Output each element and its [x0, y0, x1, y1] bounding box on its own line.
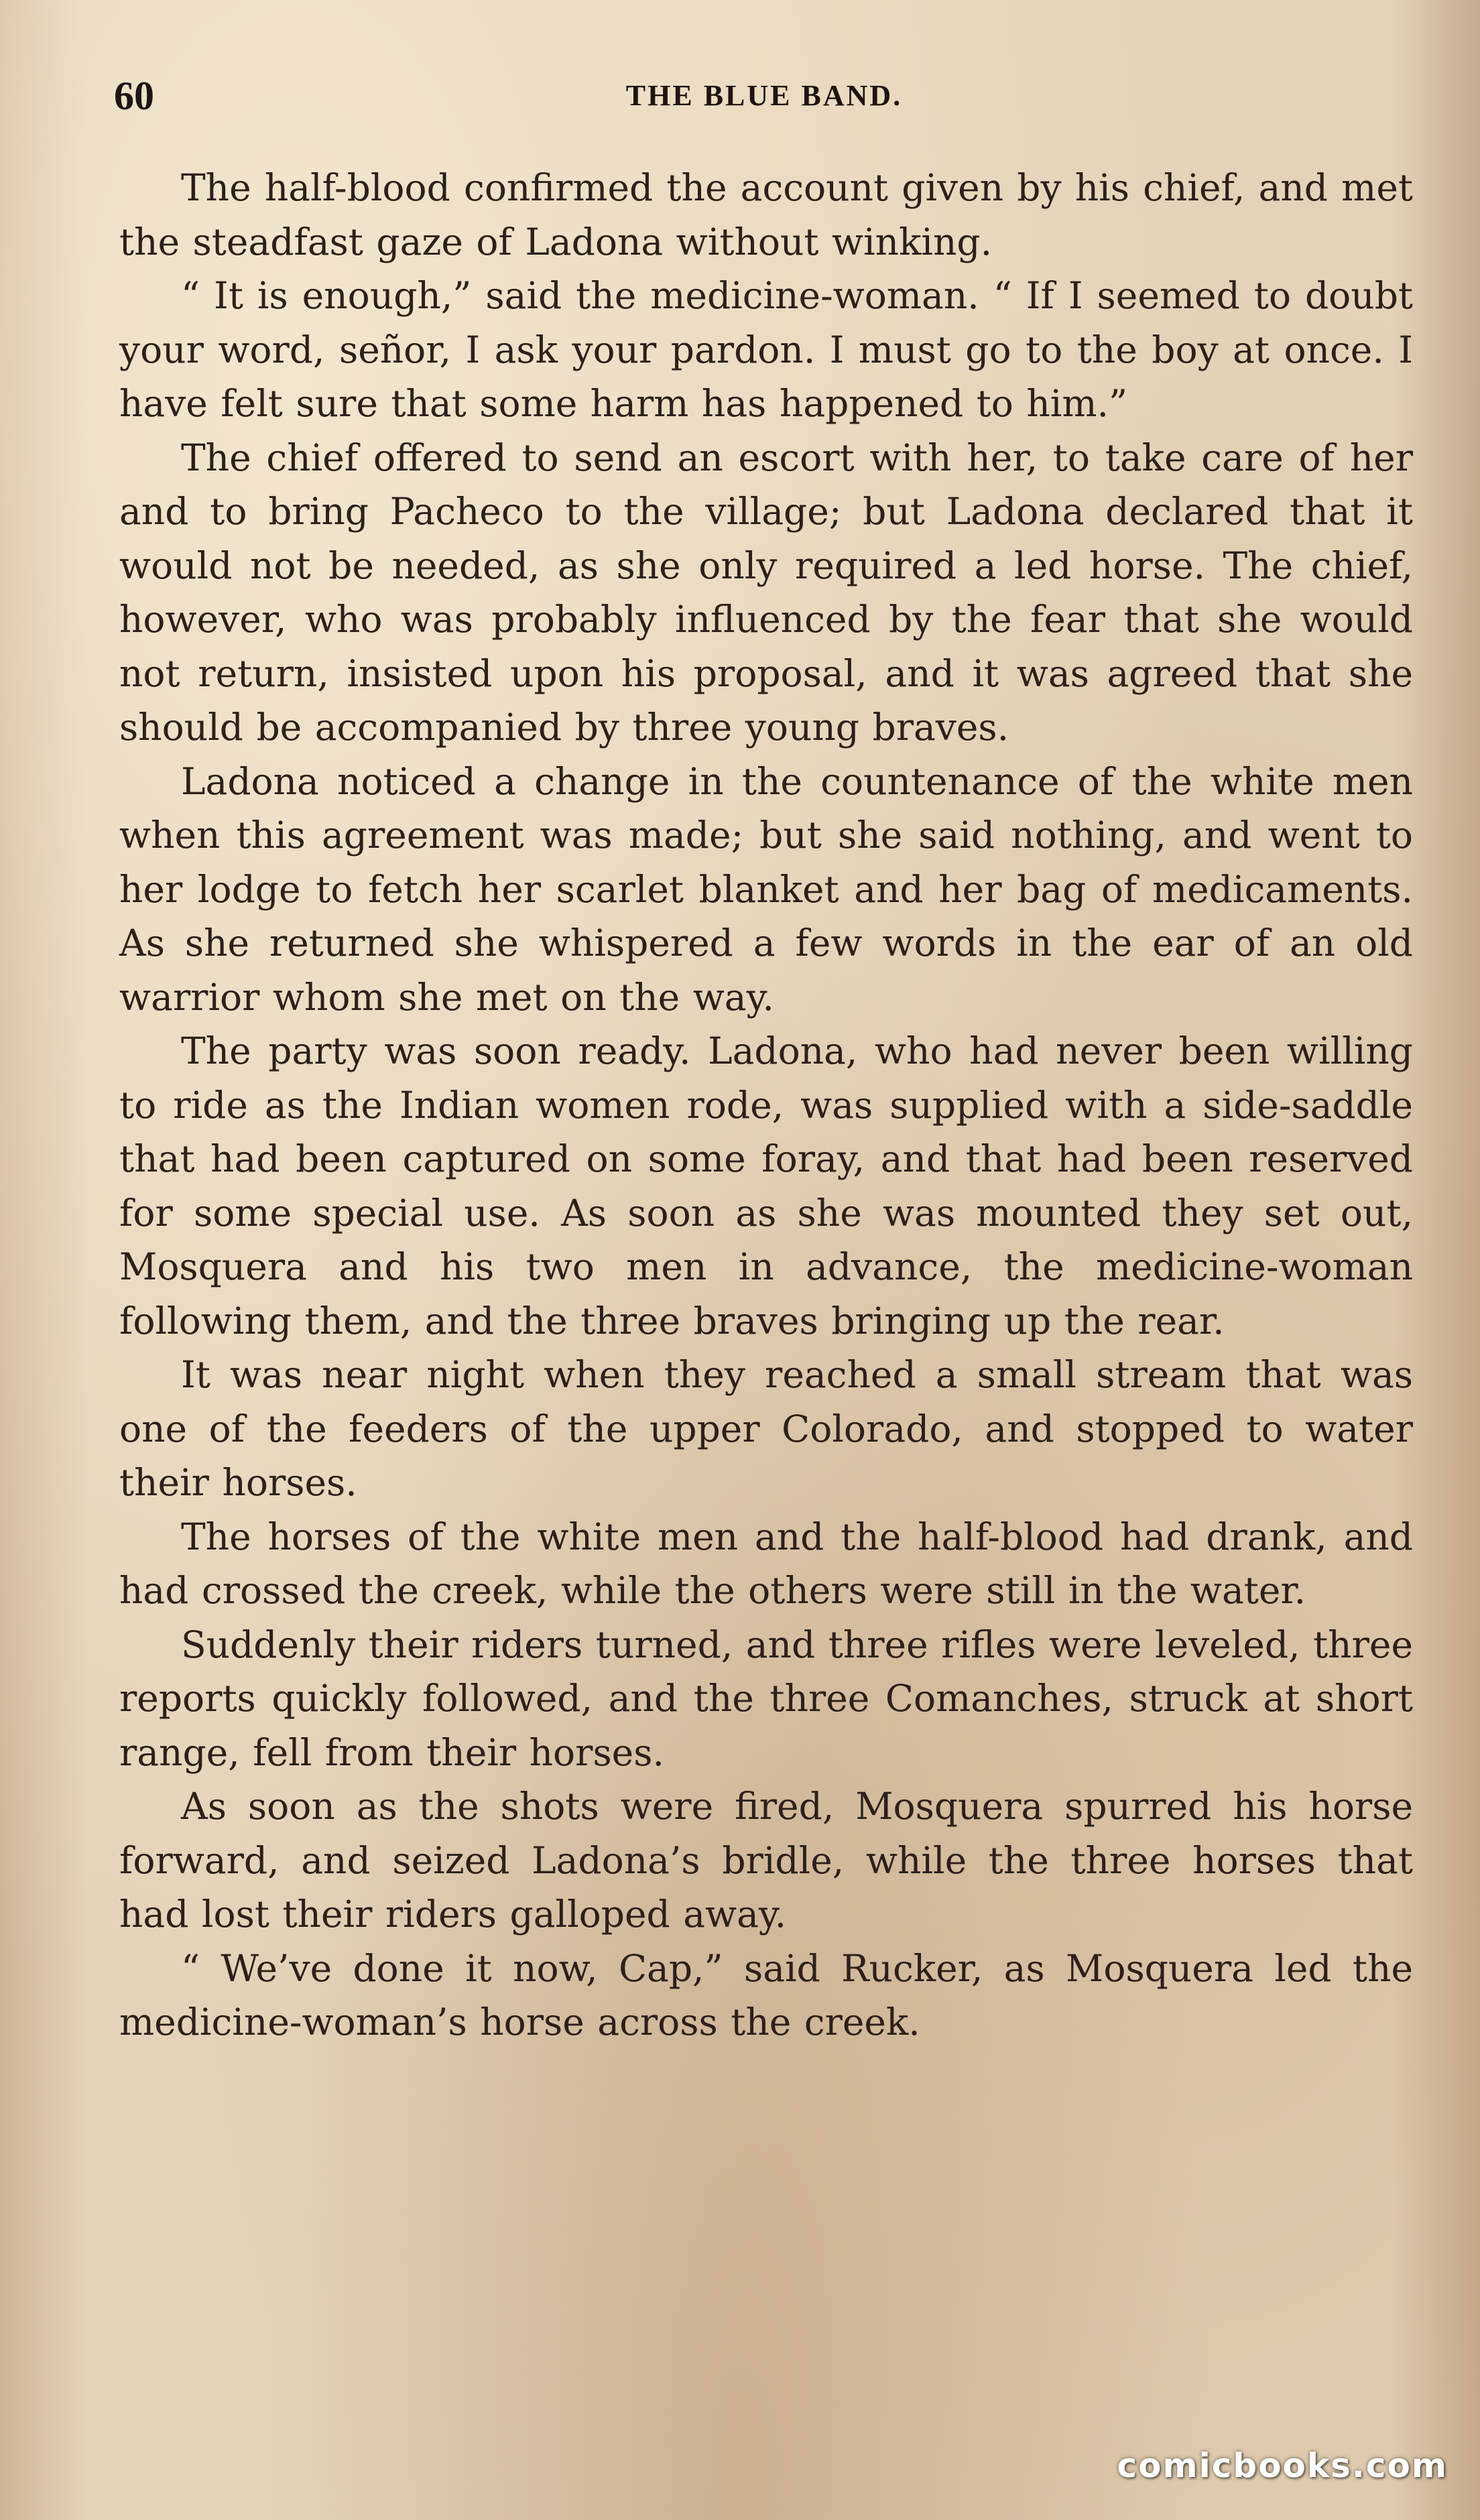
paragraph: The horses of the white men and the half-blood had drank, and had crossed the creek, while the others were still in the water.: [119, 1515, 1413, 1612]
body-text: [119, 161, 1413, 2050]
paragraph: The chief offered to send an escort with her, to take care of her and to bring Pacheco to the village; but Ladona declared that it would not be needed, as she only required a led horse. The chief, however, who was probably influenced by the fear that she would not return, insisted upon his proposal, and it was agreed that she should be accompanied by three young braves.: [119, 436, 1413, 749]
paragraph: It was near night when they reached a small stream that was one of the feeders of the upper Colorado, and stopped to water their horses.: [119, 1353, 1413, 1504]
paragraph: Ladona noticed a change in the countenance of the white men when this agreement was made; but she said nothing, and went to her lodge to fetch her scarlet blanket and her bag of medicaments. As she returned she whispered a few words in the ear of an old warrior whom she met on the way.: [119, 759, 1413, 1019]
paragraph: The party was soon ready. Ladona, who had never been willing to ride as the Indian women rode, was supplied with a side-saddle that had been captured on some foray, and that had been reserved for some special use. As soon as she was mounted they set out, Mosquera and his two men in advance, the medicine-woman following them, and the three braves bringing up the rear.: [119, 1029, 1413, 1342]
paragraph: “ We’ve done it now, Cap,” said Rucker, as Mosquera led the medicine-woman’s horse across the creek.: [119, 1946, 1413, 2043]
running-title: THE BLUE BAND.: [625, 79, 903, 112]
page-number: 60: [114, 74, 154, 118]
paragraph: Suddenly their riders turned, and three rifles were leveled, three reports quickly followed, and the three Comanches, struck at short range, fell from their horses.: [119, 1623, 1413, 1774]
watermark: comicbooks.com: [1117, 2446, 1448, 2485]
paragraph: As soon as the shots were fired, Mosquera spurred his horse forward, and seized Ladona’s bridle, while the three horses that had lost their riders galloped away.: [119, 1785, 1413, 1936]
paragraph: “ It is enough,” said the medicine-woman. “ If I seemed to doubt your word, señor, I ask your pardon. I must go to the boy at once. I have felt sure that some harm has happened to him.”: [119, 274, 1413, 425]
paragraph: The half-blood confirmed the account given by his chief, and met the steadfast gaze of Ladona without winking.: [119, 166, 1413, 263]
page-header: [114, 72, 1414, 119]
